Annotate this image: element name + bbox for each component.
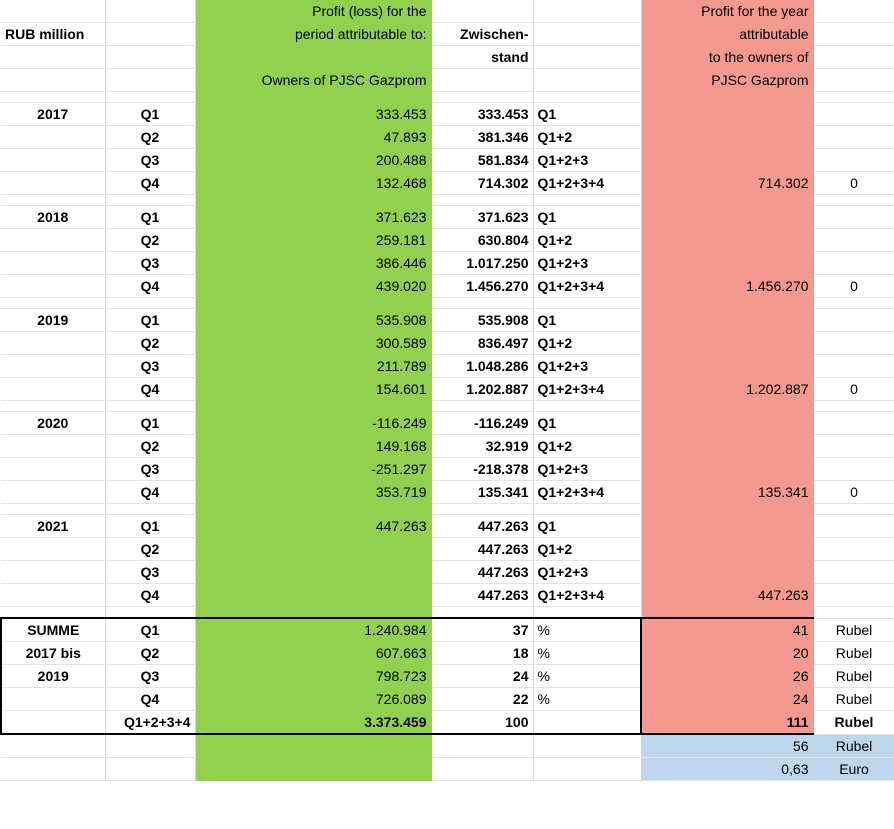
empty-cell[interactable] [533,711,641,735]
quarter-label[interactable]: Q3 [105,355,195,378]
empty-cell[interactable] [813,607,894,619]
empty-cell[interactable] [431,758,533,781]
running-total[interactable]: 447.263 [431,584,533,607]
cell-e3[interactable] [533,46,641,69]
quarter-profit[interactable]: 259.181 [195,229,431,252]
running-total[interactable]: 1.456.270 [431,275,533,298]
quarter-label[interactable]: Q2 [105,538,195,561]
summary-value[interactable]: 24 [641,688,813,711]
running-total-label[interactable]: Q1+2 [533,435,641,458]
running-total-label[interactable]: Q1 [533,412,641,435]
quarter-profit[interactable]: -116.249 [195,412,431,435]
cell-g2[interactable] [813,23,894,46]
summary-quarter[interactable]: Q3 [105,665,195,688]
empty-cell[interactable] [1,401,105,412]
year-label[interactable]: 2019 [1,309,105,332]
annual-profit[interactable] [641,538,813,561]
header-year-line1[interactable]: Profit for the year [641,0,813,23]
empty-cell[interactable] [431,298,533,309]
cell-e1[interactable] [533,0,641,23]
header-profit-line2[interactable]: period attributable to: [195,23,431,46]
quarter-profit[interactable]: -251.297 [195,458,431,481]
annual-profit[interactable] [641,412,813,435]
year-label[interactable]: 2018 [1,206,105,229]
empty-cell[interactable] [1,92,105,103]
header-year-line4[interactable]: PJSC Gazprom [641,69,813,92]
running-total-label[interactable]: Q1+2 [533,126,641,149]
empty-cell[interactable] [1,229,105,252]
summary-unit[interactable]: Rubel [813,665,894,688]
empty-cell[interactable] [195,758,431,781]
difference-check[interactable] [813,515,894,538]
empty-cell[interactable] [1,172,105,195]
quarter-profit[interactable]: 353.719 [195,481,431,504]
quarter-label[interactable]: Q3 [105,252,195,275]
annual-profit[interactable] [641,206,813,229]
annual-profit[interactable]: 135.341 [641,481,813,504]
summary-percent-sign[interactable]: % [533,618,641,642]
summary-quarter[interactable]: Q4 [105,688,195,711]
cell-e4[interactable] [533,69,641,92]
quarter-label[interactable]: Q4 [105,481,195,504]
quarter-profit[interactable]: 535.908 [195,309,431,332]
empty-cell[interactable] [1,504,105,515]
empty-cell[interactable] [1,607,105,619]
year-label[interactable]: 2021 [1,515,105,538]
extra-unit[interactable]: Rubel [813,734,894,758]
running-total[interactable]: 714.302 [431,172,533,195]
empty-cell[interactable] [641,92,813,103]
quarter-profit[interactable]: 149.168 [195,435,431,458]
quarter-profit[interactable] [195,561,431,584]
quarter-profit[interactable]: 439.020 [195,275,431,298]
running-total-label[interactable]: Q1 [533,103,641,126]
cell-g3[interactable] [813,46,894,69]
quarter-profit[interactable]: 333.453 [195,103,431,126]
running-total-label[interactable]: Q1 [533,206,641,229]
quarter-label[interactable]: Q4 [105,378,195,401]
difference-check[interactable] [813,229,894,252]
total-profit[interactable]: 3.373.459 [195,711,431,735]
quarter-label[interactable]: Q1 [105,103,195,126]
running-total-label[interactable]: Q1+2 [533,229,641,252]
empty-cell[interactable] [533,607,641,619]
header-profit-line3[interactable]: Owners of PJSC Gazprom [195,69,431,92]
empty-cell[interactable] [1,561,105,584]
quarter-label[interactable]: Q2 [105,435,195,458]
empty-cell[interactable] [1,584,105,607]
empty-cell[interactable] [105,195,195,206]
running-total[interactable]: 630.804 [431,229,533,252]
empty-cell[interactable] [105,92,195,103]
running-total[interactable]: 333.453 [431,103,533,126]
running-total[interactable]: 135.341 [431,481,533,504]
quarter-label[interactable]: Q3 [105,458,195,481]
header-unit[interactable]: RUB million [1,23,105,46]
summary-unit[interactable]: Rubel [813,642,894,665]
summary-label[interactable]: 2017 bis [1,642,105,665]
running-total[interactable]: 1.017.250 [431,252,533,275]
quarter-profit[interactable]: 371.623 [195,206,431,229]
empty-cell[interactable] [813,195,894,206]
annual-profit[interactable] [641,332,813,355]
running-total-label[interactable]: Q1+2+3+4 [533,481,641,504]
annual-profit[interactable] [641,435,813,458]
empty-cell[interactable] [195,92,431,103]
quarter-label[interactable]: Q4 [105,172,195,195]
summary-unit[interactable]: Rubel [813,618,894,642]
empty-cell[interactable] [195,734,431,758]
difference-check[interactable] [813,561,894,584]
quarter-profit[interactable]: 154.601 [195,378,431,401]
empty-cell[interactable] [533,195,641,206]
running-total-label[interactable]: Q1+2+3+4 [533,275,641,298]
empty-cell[interactable] [1,195,105,206]
empty-cell[interactable] [813,401,894,412]
difference-check[interactable] [813,252,894,275]
extra-value[interactable]: 56 [641,734,813,758]
summary-quarter[interactable]: Q2 [105,642,195,665]
running-total-label[interactable]: Q1+2+3+4 [533,172,641,195]
running-total[interactable]: 581.834 [431,149,533,172]
cell-d4[interactable] [431,69,533,92]
cell-g1[interactable] [813,0,894,23]
empty-cell[interactable] [1,711,105,735]
empty-cell[interactable] [105,401,195,412]
empty-cell[interactable] [533,758,641,781]
empty-cell[interactable] [105,734,195,758]
empty-cell[interactable] [641,298,813,309]
empty-cell[interactable] [1,435,105,458]
summary-profit[interactable]: 1.240.984 [195,618,431,642]
difference-check[interactable] [813,538,894,561]
total-unit[interactable]: Rubel [813,711,894,735]
quarter-label[interactable]: Q4 [105,584,195,607]
running-total-label[interactable]: Q1+2+3 [533,458,641,481]
empty-cell[interactable] [195,607,431,619]
summary-label[interactable]: 2019 [1,665,105,688]
running-total[interactable]: 32.919 [431,435,533,458]
running-total[interactable]: 371.623 [431,206,533,229]
annual-profit[interactable] [641,252,813,275]
empty-cell[interactable] [641,607,813,619]
annual-profit[interactable] [641,515,813,538]
quarter-profit[interactable]: 447.263 [195,515,431,538]
summary-profit[interactable]: 607.663 [195,642,431,665]
cell-e2[interactable] [533,23,641,46]
empty-cell[interactable] [195,195,431,206]
empty-cell[interactable] [1,481,105,504]
annual-profit[interactable] [641,149,813,172]
running-total-label[interactable]: Q1+2+3 [533,561,641,584]
difference-check[interactable] [813,435,894,458]
quarter-label[interactable]: Q3 [105,561,195,584]
running-total-label[interactable]: Q1+2+3 [533,149,641,172]
summary-unit[interactable]: Rubel [813,688,894,711]
empty-cell[interactable] [195,504,431,515]
summary-percent[interactable]: 18 [431,642,533,665]
empty-cell[interactable] [1,458,105,481]
empty-cell[interactable] [1,538,105,561]
cell-d1[interactable] [431,0,533,23]
empty-cell[interactable] [1,332,105,355]
empty-cell[interactable] [813,92,894,103]
running-total-label[interactable]: Q1 [533,515,641,538]
empty-cell[interactable] [1,252,105,275]
annual-profit[interactable] [641,229,813,252]
cell-b4[interactable] [105,69,195,92]
empty-cell[interactable] [533,92,641,103]
quarter-profit[interactable] [195,538,431,561]
empty-cell[interactable] [813,298,894,309]
cell-g4[interactable] [813,69,894,92]
annual-profit[interactable]: 447.263 [641,584,813,607]
header-year-line2[interactable]: attributable [641,23,813,46]
summary-value[interactable]: 41 [641,618,813,642]
summary-percent-sign[interactable]: % [533,665,641,688]
annual-profit[interactable] [641,126,813,149]
summary-profit[interactable]: 798.723 [195,665,431,688]
difference-check[interactable] [813,458,894,481]
difference-check[interactable] [813,332,894,355]
summary-percent[interactable]: 37 [431,618,533,642]
quarter-profit[interactable]: 211.789 [195,355,431,378]
running-total[interactable]: -218.378 [431,458,533,481]
quarter-label[interactable]: Q4 [105,275,195,298]
difference-check[interactable] [813,412,894,435]
year-label[interactable]: 2020 [1,412,105,435]
running-total[interactable]: 381.346 [431,126,533,149]
extra-value[interactable]: 0,63 [641,758,813,781]
annual-profit[interactable] [641,561,813,584]
quarter-profit[interactable]: 386.446 [195,252,431,275]
cell-a3[interactable] [1,46,105,69]
empty-cell[interactable] [1,378,105,401]
difference-check[interactable] [813,103,894,126]
difference-check[interactable]: 0 [813,378,894,401]
summary-profit[interactable]: 726.089 [195,688,431,711]
summary-percent[interactable]: 22 [431,688,533,711]
quarter-label[interactable]: Q1 [105,206,195,229]
running-total-label[interactable]: Q1+2+3+4 [533,584,641,607]
annual-profit[interactable] [641,309,813,332]
empty-cell[interactable] [105,607,195,619]
running-total-label[interactable]: Q1 [533,309,641,332]
extra-unit[interactable]: Euro [813,758,894,781]
difference-check[interactable] [813,149,894,172]
empty-cell[interactable] [641,401,813,412]
empty-cell[interactable] [1,275,105,298]
empty-cell[interactable] [533,504,641,515]
empty-cell[interactable] [431,401,533,412]
empty-cell[interactable] [431,504,533,515]
running-total-label[interactable]: Q1+2+3+4 [533,378,641,401]
summary-label[interactable]: SUMME [1,618,105,642]
cell-c3[interactable] [195,46,431,69]
running-total[interactable]: 447.263 [431,561,533,584]
empty-cell[interactable] [641,504,813,515]
annual-profit[interactable]: 1.456.270 [641,275,813,298]
running-total-label[interactable]: Q1+2 [533,332,641,355]
annual-profit[interactable]: 714.302 [641,172,813,195]
cell-a4[interactable] [1,69,105,92]
running-total[interactable]: 447.263 [431,538,533,561]
empty-cell[interactable] [1,149,105,172]
empty-cell[interactable] [813,504,894,515]
year-label[interactable]: 2017 [1,103,105,126]
empty-cell[interactable] [533,298,641,309]
empty-cell[interactable] [105,298,195,309]
running-total[interactable]: 535.908 [431,309,533,332]
quarter-label[interactable]: Q2 [105,126,195,149]
empty-cell[interactable] [533,734,641,758]
quarter-label[interactable]: Q1 [105,515,195,538]
summary-percent-sign[interactable]: % [533,688,641,711]
annual-profit[interactable] [641,103,813,126]
cell-b3[interactable] [105,46,195,69]
empty-cell[interactable] [641,195,813,206]
running-total[interactable]: 1.202.887 [431,378,533,401]
empty-cell[interactable] [431,92,533,103]
annual-profit[interactable] [641,355,813,378]
running-total[interactable]: 1.048.286 [431,355,533,378]
header-profit-line1[interactable]: Profit (loss) for the [195,0,431,23]
quarter-label[interactable]: Q1 [105,412,195,435]
empty-cell[interactable] [431,607,533,619]
quarter-profit[interactable]: 200.488 [195,149,431,172]
difference-check[interactable] [813,206,894,229]
difference-check[interactable]: 0 [813,172,894,195]
empty-cell[interactable] [1,126,105,149]
empty-cell[interactable] [195,401,431,412]
cell-b2[interactable] [105,23,195,46]
empty-cell[interactable] [195,298,431,309]
empty-cell[interactable] [431,195,533,206]
difference-check[interactable] [813,126,894,149]
total-quarter[interactable]: Q1+2+3+4 [105,711,195,735]
header-zwischenstand-line2[interactable]: stand [431,46,533,69]
difference-check[interactable]: 0 [813,275,894,298]
total-percent[interactable]: 100 [431,711,533,735]
running-total-label[interactable]: Q1+2 [533,538,641,561]
empty-cell[interactable] [1,758,105,781]
empty-cell[interactable] [1,355,105,378]
summary-value[interactable]: 26 [641,665,813,688]
empty-cell[interactable] [1,688,105,711]
running-total-label[interactable]: Q1+2+3 [533,355,641,378]
difference-check[interactable] [813,309,894,332]
quarter-profit[interactable] [195,584,431,607]
quarter-label[interactable]: Q1 [105,309,195,332]
difference-check[interactable]: 0 [813,481,894,504]
difference-check[interactable] [813,584,894,607]
empty-cell[interactable] [1,298,105,309]
empty-cell[interactable] [105,758,195,781]
header-zwischenstand-line1[interactable]: Zwischen- [431,23,533,46]
empty-cell[interactable] [431,734,533,758]
total-value[interactable]: 111 [641,711,813,735]
header-year-line3[interactable]: to the owners of [641,46,813,69]
cell-a1[interactable] [1,0,105,23]
quarter-label[interactable]: Q3 [105,149,195,172]
running-total-label[interactable]: Q1+2+3 [533,252,641,275]
summary-value[interactable]: 20 [641,642,813,665]
empty-cell[interactable] [1,734,105,758]
quarter-label[interactable]: Q2 [105,229,195,252]
summary-quarter[interactable]: Q1 [105,618,195,642]
summary-percent[interactable]: 24 [431,665,533,688]
annual-profit[interactable] [641,458,813,481]
empty-cell[interactable] [105,504,195,515]
difference-check[interactable] [813,355,894,378]
running-total[interactable]: -116.249 [431,412,533,435]
quarter-profit[interactable]: 132.468 [195,172,431,195]
running-total[interactable]: 447.263 [431,515,533,538]
quarter-profit[interactable]: 300.589 [195,332,431,355]
annual-profit[interactable]: 1.202.887 [641,378,813,401]
running-total[interactable]: 836.497 [431,332,533,355]
quarter-label[interactable]: Q2 [105,332,195,355]
empty-cell[interactable] [533,401,641,412]
quarter-profit[interactable]: 47.893 [195,126,431,149]
cell-b1[interactable] [105,0,195,23]
summary-percent-sign[interactable]: % [533,642,641,665]
